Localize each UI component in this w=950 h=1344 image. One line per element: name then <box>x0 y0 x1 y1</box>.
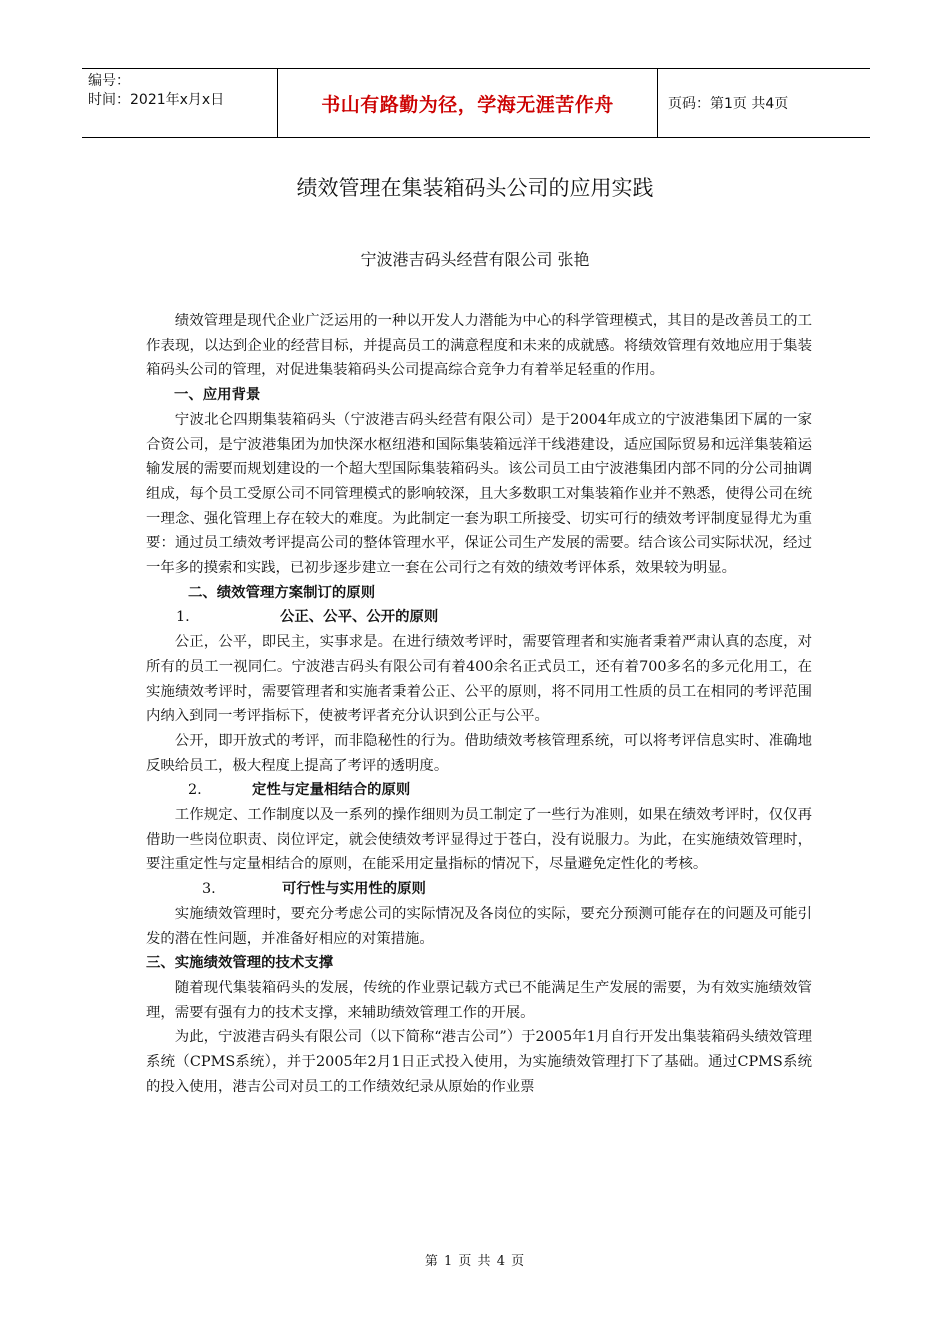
doc-time-label: 时间：2021年x月x日 <box>88 92 225 108</box>
subsection-number: 3. <box>202 881 216 898</box>
section-1-paragraph: 宁波北仑四期集装箱码头（宁波港吉码头经营有限公司）是于2004年成立的宁波港集团下属的一家合资公司，是宁波港集团为加快深水枢纽港和国际集装箱远洋干线港建设，适应国际贸易和远洋集装箱运输发展的需要而规划建设的一个超大型国际集装箱码头。该公司员工由宁波港集团内部不同的分公司抽调组成，每个员工受原公司不同管理模式的影响较深，且大多数职工对集装箱作业并不熟悉，使得公司在统一理念、强化管理上存在较大的难度。为此制定一套为职工所接受、切实可行的绩效考评制度显得尤为重要：通过员工绩效考评提高公司的整体管理水平，保证公司生产发展的需要。结合该公司实际状况，经过一年多的摸索和实践，已初步逐步建立一套在公司行之有效的绩效考评体系，效果较为明显。 <box>146 411 812 577</box>
subsection-number: 1. <box>176 609 190 626</box>
header-page-info: 页码：第1页 共4页 <box>668 96 789 112</box>
header-meta <box>82 69 278 137</box>
section-heading-1: 一、应用背景 <box>174 387 261 404</box>
document-author: 宁波港吉码头经营有限公司 张艳 <box>360 250 590 269</box>
subsection-number: 2. <box>188 782 202 799</box>
document-title: 绩效管理在集装箱码头公司的应用实践 <box>296 176 654 200</box>
subsection-title: 公正、公平、公开的原则 <box>280 609 439 626</box>
intro-paragraph: 绩效管理是现代企业广泛运用的一种以开发人力潜能为中心的科学管理模式，其目的是改善员工的工作表现，以达到企业的经营目标，并提高员工的满意程度和未来的成就感。将绩效管理有效地应用于集装箱码头公司的管理，对促进集装箱码头公司提高综合竞争力有着举足轻重的作用。 <box>146 313 812 379</box>
subsection-title: 可行性与实用性的原则 <box>282 881 426 898</box>
section-heading-2: 二、绩效管理方案制订的原则 <box>188 584 376 601</box>
subsection-title: 定性与定量相结合的原则 <box>252 782 411 799</box>
doc-number-label: 编号： <box>88 73 130 89</box>
section-3-paragraph-1: 随着现代集装箱码头的发展，传统的作业票记载方式已不能满足生产发展的需要，为有效实施绩效管理，需要有强有力的技术支撑，来辅助绩效管理工作的开展。 <box>146 979 812 1021</box>
page-footer: 第 1 页 共 4 页 <box>424 1254 526 1269</box>
section-3-paragraph-2: 为此，宁波港吉码头有限公司（以下简称“港吉公司”）于2005年1月自行开发出集装箱码头绩效管理系统（CPMS系统），并于2005年2月1日正式投入使用，为实施绩效管理打下了基础。通过CPMS系统的投入使用，港吉公司对员工的工作绩效纪录从原始的作业票 <box>146 1029 812 1095</box>
subsection-2-1-paragraph-1: 公正，公平，即民主，实事求是。在进行绩效考评时，需要管理者和实施者秉着严肃认真的态度，对所有的员工一视同仁。宁波港吉码头有限公司有着400余名正式员工，还有着700多名的多元化用工，在实施绩效考评时，需要管理者和实施者秉着公正、公平的原则，将不同用工性质的员工在相同的考评范围内纳入到同一考评指标下，使被考评者充分认识到公正与公平。 <box>146 634 812 725</box>
section-heading-3: 三、实施绩效管理的技术支撑 <box>146 955 334 972</box>
subsection-2-1-paragraph-2: 公开，即开放式的考评，而非隐秘性的行为。借助绩效考核管理系统，可以将考评信息实时、准确地反映给员工，极大程度上提高了考评的透明度。 <box>146 732 812 774</box>
subsection-2-3-paragraph: 实施绩效管理时，要充分考虑公司的实际情况及各岗位的实际，要充分预测可能存在的问题及可能引发的潜在性问题，并准备好相应的对策措施。 <box>146 905 812 947</box>
subsection-heading-2-2 <box>146 778 812 803</box>
page-header <box>82 68 870 138</box>
subsection-heading-2-1 <box>146 605 812 630</box>
subsection-2-2-paragraph: 工作规定、工作制度以及一系列的操作细则为员工制定了一些行为准则，如果在绩效考评时，仅仅再借助一些岗位职责、岗位评定，就会使绩效考评显得过于苍白，没有说服力。为此，在实施绩效管理时，要注重定性与定量相结合的原则，在能采用定量指标的情况下，尽量避免定性化的考核。 <box>146 807 812 873</box>
document-body <box>146 309 812 1100</box>
header-motto: 书山有路勤为径，学海无涯苦作舟 <box>278 69 658 137</box>
subsection-heading-2-3 <box>146 877 812 902</box>
